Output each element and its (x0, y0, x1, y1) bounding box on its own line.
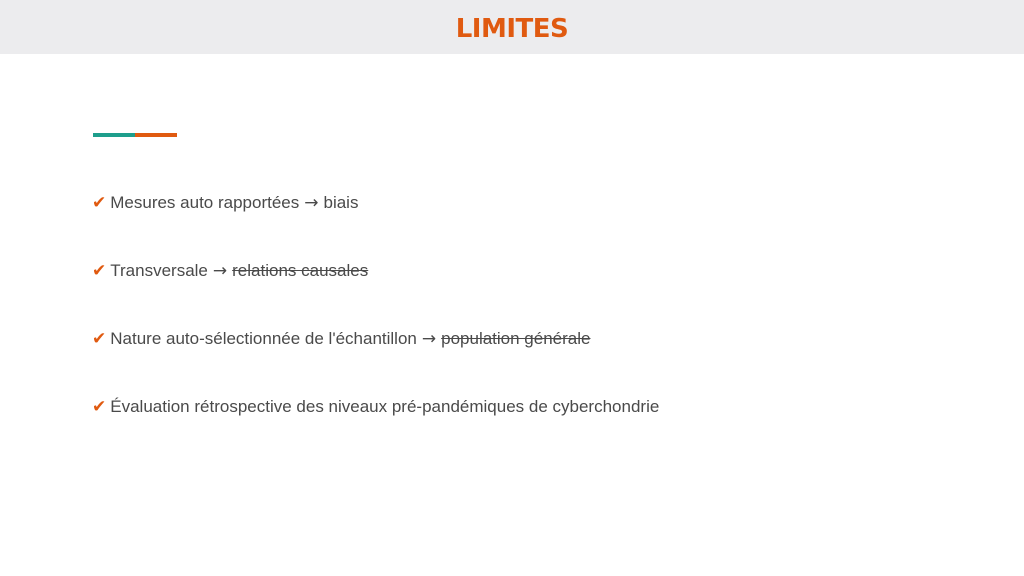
bullet-list (92, 191, 659, 463)
bullet-text: Évaluation rétrospective des niveaux pré-pandémiques de cyberchondrie (110, 397, 660, 416)
bullet-text: Nature auto-sélectionnée de l'échantillon (110, 329, 417, 348)
accent-bar-teal (93, 133, 135, 137)
check-icon: ✔ (92, 193, 107, 213)
bullet-text: Mesures auto rapportées (110, 193, 300, 212)
bullet-tail-struck: relations causales (232, 261, 369, 280)
bullet-item (92, 327, 659, 351)
header-bar (0, 0, 1024, 54)
bullet-tail-struck: population générale (441, 329, 591, 348)
bullet-item (92, 395, 659, 419)
arrow-icon: → (304, 193, 319, 213)
bullet-tail: biais (323, 193, 359, 212)
bullet-item (92, 259, 659, 283)
check-icon: ✔ (92, 397, 107, 417)
slide-title: LIMITES (455, 14, 569, 44)
check-icon: ✔ (92, 329, 107, 349)
bullet-text: Transversale (110, 261, 208, 280)
bullet-item (92, 191, 659, 215)
arrow-icon: → (421, 329, 437, 349)
arrow-icon: → (212, 261, 228, 281)
check-icon: ✔ (92, 261, 107, 281)
accent-bar-orange (135, 133, 177, 137)
